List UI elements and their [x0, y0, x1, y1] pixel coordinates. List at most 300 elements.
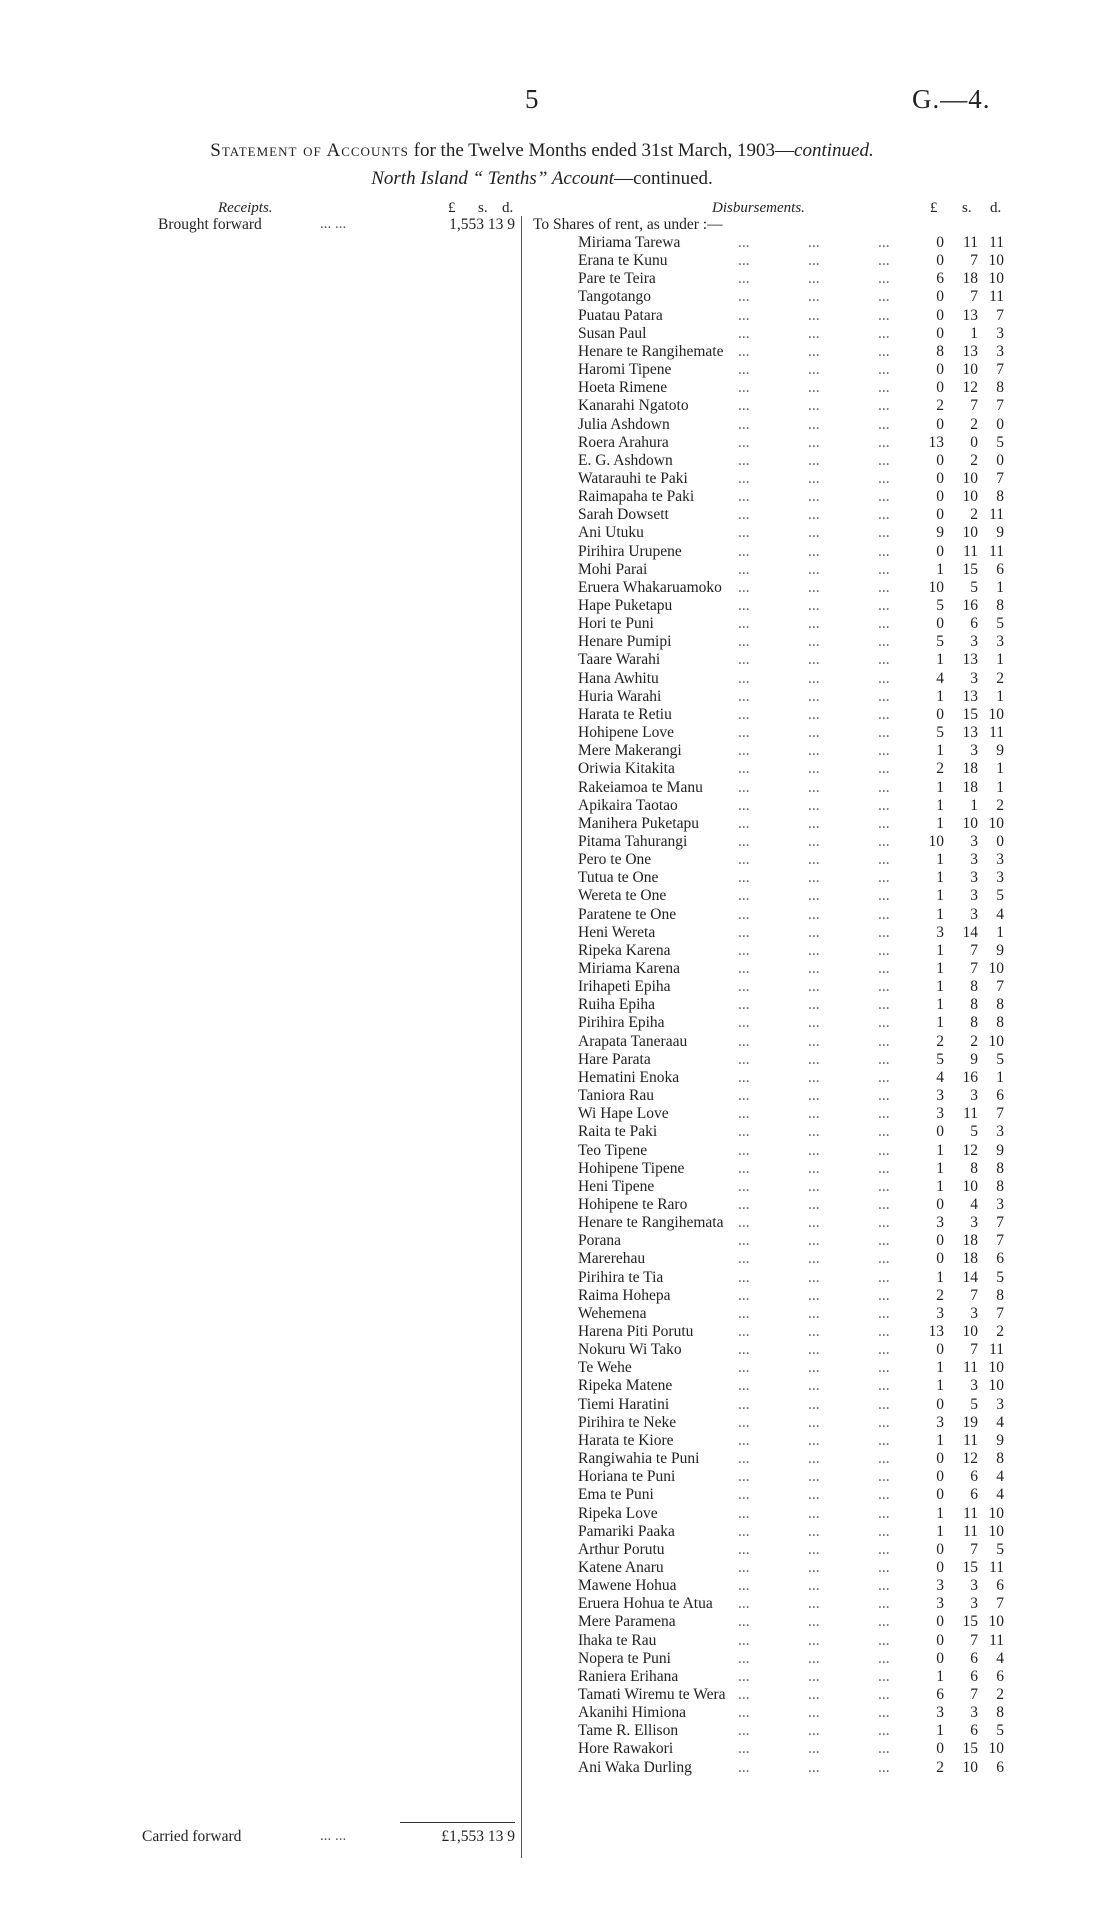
leader-dots: ... [808, 760, 820, 778]
leader-dots: ... [808, 1014, 820, 1032]
amount-pounds: 0 [936, 1250, 944, 1268]
payee-name: Henare te Rangihemate [578, 342, 724, 360]
disbursement-row [0, 869, 1114, 887]
payee-name: Hohipene te Raro [578, 1195, 688, 1213]
payee-name: Susan Paul [578, 324, 647, 342]
disbursement-row [0, 1523, 1114, 1541]
amount-pounds: 0 [936, 1450, 944, 1468]
payee-name: Raimapaha te Paki [578, 488, 695, 506]
leader-dots: ... [738, 1486, 750, 1504]
amount-pounds: 3 [936, 1214, 944, 1232]
amount-pounds: 1 [936, 996, 944, 1014]
leader-dots: ... [808, 1686, 820, 1703]
leader-dots: ... [808, 1359, 820, 1377]
amount-shillings: 14 [962, 1268, 978, 1286]
leader-dots: ... [808, 270, 820, 288]
leader-dots: ... [738, 506, 750, 524]
payee-name: Nokuru Wi Tako [578, 1341, 682, 1359]
disbursement-row [0, 452, 1114, 470]
leader-dots: ... [878, 306, 890, 324]
payee-name: Huria Warahi [578, 687, 662, 705]
leader-dots: ... [878, 1577, 890, 1595]
leader-dots: ... [738, 488, 750, 506]
payee-name: Pare te Teira [578, 270, 656, 288]
leader-dots: ... [878, 451, 890, 469]
amount-pence: 1 [996, 760, 1004, 778]
payee-name: Miriama Karena [578, 960, 680, 977]
leader-dots: ... [808, 578, 820, 596]
title-prefix: Statement of Accounts [210, 140, 409, 161]
leader-dots: ... [808, 1504, 820, 1522]
leader-dots: ... [738, 960, 750, 977]
payee-name: Tamati Wiremu te Wera [578, 1686, 726, 1703]
leader-dots: ... [738, 887, 750, 905]
amount-pence: 3 [996, 1195, 1004, 1213]
amount-pounds: 0 [936, 506, 944, 524]
leader-dots: ... [878, 234, 890, 251]
payee-name: Pirihira te Tia [578, 1268, 664, 1286]
amount-pence: 6 [996, 560, 1004, 578]
leader-dots: ... [808, 1740, 820, 1758]
amount-pounds: 2 [936, 397, 944, 415]
total-rule [400, 1822, 515, 1823]
leader-dots: ... [738, 234, 750, 251]
payee-name: Katene Anaru [578, 1558, 664, 1576]
leader-dots: ... [878, 542, 890, 560]
amount-pence: 0 [996, 451, 1004, 469]
disbursement-row [0, 742, 1114, 760]
amount-pounds: 1 [936, 1504, 944, 1522]
leader-dots: ... [808, 1177, 820, 1195]
leader-dots: ... [878, 705, 890, 723]
amount-pounds: 0 [936, 1740, 944, 1758]
amount-pence: 10 [988, 1740, 1004, 1758]
disbursement-row [0, 416, 1114, 434]
payee-name: Oriwia Kitakita [578, 760, 675, 778]
leader-dots: ... [878, 1177, 890, 1195]
disbursement-row [0, 1196, 1114, 1214]
disbursement-row [0, 670, 1114, 688]
amount-shillings: 7 [970, 397, 978, 415]
amount-pounds: 1 [936, 1159, 944, 1177]
payee-name: Henare Pumipi [578, 633, 672, 651]
amount-pounds: 1 [936, 560, 944, 578]
payee-name: Miriama Tarewa [578, 234, 681, 251]
leader-dots: ... [738, 1540, 750, 1558]
carried-forward-dots: ... ... [320, 1828, 347, 1844]
amount-shillings: 2 [970, 451, 978, 469]
disbursement-row [0, 397, 1114, 415]
page-subtitle [112, 168, 972, 190]
amount-pence: 11 [989, 1558, 1004, 1576]
leader-dots: ... [738, 705, 750, 723]
leader-dots: ... [878, 1522, 890, 1540]
leader-dots: ... [878, 469, 890, 487]
leader-dots: ... [808, 379, 820, 397]
amount-pounds: 0 [936, 288, 944, 306]
amount-pounds: 0 [936, 1341, 944, 1359]
leader-dots: ... [878, 379, 890, 397]
amount-pence: 7 [996, 1595, 1004, 1613]
leader-dots: ... [808, 415, 820, 433]
amount-pence: 4 [996, 905, 1004, 923]
leader-dots: ... [808, 1704, 820, 1722]
disbursements-penny-heading: d. [990, 200, 1002, 216]
leader-dots: ... [738, 1522, 750, 1540]
leader-dots: ... [808, 1722, 820, 1740]
amount-pounds: 4 [936, 1068, 944, 1086]
leader-dots: ... [738, 1468, 750, 1486]
leader-dots: ... [878, 1558, 890, 1576]
payee-name: Ripeka Karena [578, 941, 671, 959]
disbursement-row [0, 1305, 1114, 1323]
disbursement-row [0, 1740, 1114, 1758]
leader-dots: ... [808, 469, 820, 487]
leader-dots: ... [738, 288, 750, 306]
amount-shillings: 6 [970, 1667, 978, 1685]
payee-name: Harata te Retiu [578, 705, 672, 723]
amount-pounds: 5 [936, 597, 944, 614]
amount-pence: 1 [996, 923, 1004, 941]
leader-dots: ... [738, 1141, 750, 1159]
leader-dots: ... [878, 1105, 890, 1123]
leader-dots: ... [808, 978, 820, 996]
leader-dots: ... [738, 760, 750, 778]
disbursement-row [0, 1232, 1114, 1250]
amount-pence: 8 [996, 1014, 1004, 1032]
amount-pounds: 0 [936, 252, 944, 270]
amount-pounds: 5 [936, 1050, 944, 1068]
payee-name: Tangotango [578, 288, 651, 306]
leader-dots: ... [738, 1050, 750, 1068]
disbursements-shilling-heading: s. [962, 200, 972, 216]
leader-dots: ... [738, 379, 750, 397]
payee-name: Heni Wereta [578, 923, 656, 941]
leader-dots: ... [808, 705, 820, 723]
leader-dots: ... [738, 1177, 750, 1195]
disbursement-row [0, 524, 1114, 542]
amount-pence: 2 [996, 1686, 1004, 1703]
to-shares-label: To Shares of rent, as under :— [533, 216, 723, 233]
leader-dots: ... [878, 978, 890, 996]
disbursement-row [0, 234, 1114, 252]
leader-dots: ... [808, 1558, 820, 1576]
amount-pounds: 0 [936, 1558, 944, 1576]
leader-dots: ... [738, 832, 750, 850]
amount-pence: 11 [989, 1341, 1004, 1359]
leader-dots: ... [808, 324, 820, 342]
leader-dots: ... [738, 1032, 750, 1050]
amount-pounds: 1 [936, 869, 944, 887]
disbursement-row [0, 1541, 1114, 1559]
leader-dots: ... [808, 433, 820, 451]
amount-shillings: 7 [970, 960, 978, 977]
amount-pounds: 0 [936, 1468, 944, 1486]
amount-shillings: 1 [970, 796, 978, 814]
amount-shillings: 3 [970, 905, 978, 923]
payee-name: Mere Makerangi [578, 742, 682, 760]
payee-name: Mere Paramena [578, 1613, 676, 1631]
disbursement-row [0, 343, 1114, 361]
amount-shillings: 11 [963, 234, 978, 251]
amount-pounds: 3 [936, 1087, 944, 1105]
amount-pence: 9 [996, 1141, 1004, 1159]
amount-pounds: 3 [936, 1105, 944, 1123]
leader-dots: ... [738, 742, 750, 760]
amount-shillings: 5 [970, 578, 978, 596]
amount-shillings: 6 [970, 615, 978, 633]
leader-dots: ... [878, 1468, 890, 1486]
leader-dots: ... [808, 1649, 820, 1667]
leader-dots: ... [878, 832, 890, 850]
amount-shillings: 2 [970, 506, 978, 524]
leader-dots: ... [808, 342, 820, 360]
leader-dots: ... [738, 1504, 750, 1522]
leader-dots: ... [878, 252, 890, 270]
amount-pence: 7 [996, 397, 1004, 415]
leader-dots: ... [808, 1522, 820, 1540]
amount-shillings: 13 [962, 651, 978, 669]
amount-pence: 2 [996, 669, 1004, 687]
amount-shillings: 12 [962, 379, 978, 397]
amount-pence: 5 [996, 615, 1004, 633]
amount-shillings: 10 [962, 488, 978, 506]
amount-pence: 11 [989, 506, 1004, 524]
amount-pounds: 10 [928, 578, 944, 596]
amount-pence: 9 [996, 941, 1004, 959]
amount-pounds: 1 [936, 687, 944, 705]
disbursement-row [0, 996, 1114, 1014]
disbursement-row [0, 1160, 1114, 1178]
leader-dots: ... [878, 633, 890, 651]
leader-dots: ... [808, 796, 820, 814]
payee-name: Pitama Tahurangi [578, 832, 688, 850]
amount-shillings: 3 [970, 669, 978, 687]
disbursement-row [0, 706, 1114, 724]
payee-name: Hori te Puni [578, 615, 654, 633]
amount-pounds: 8 [936, 342, 944, 360]
disbursement-row [0, 252, 1114, 270]
payee-name: Ema te Puni [578, 1486, 654, 1504]
disbursement-row [0, 1650, 1114, 1668]
leader-dots: ... [738, 1105, 750, 1123]
disbursement-row [0, 1486, 1114, 1504]
leader-dots: ... [878, 1395, 890, 1413]
amount-shillings: 11 [963, 1105, 978, 1123]
amount-shillings: 12 [962, 1450, 978, 1468]
leader-dots: ... [878, 524, 890, 542]
disbursement-row [0, 1250, 1114, 1268]
leader-dots: ... [808, 996, 820, 1014]
amount-pence: 8 [996, 597, 1004, 614]
amount-pence: 3 [996, 1123, 1004, 1141]
leader-dots: ... [878, 578, 890, 596]
leader-dots: ... [738, 869, 750, 887]
leader-dots: ... [878, 1722, 890, 1740]
amount-shillings: 10 [962, 1758, 978, 1776]
leader-dots: ... [808, 832, 820, 850]
amount-shillings: 11 [963, 1522, 978, 1540]
disbursement-row [0, 1559, 1114, 1577]
leader-dots: ... [808, 1468, 820, 1486]
subtitle-account: Account [551, 168, 615, 189]
amount-pence: 5 [996, 1722, 1004, 1740]
amount-pence: 3 [996, 869, 1004, 887]
leader-dots: ... [738, 1649, 750, 1667]
payee-name: Henare te Rangihemata [578, 1214, 724, 1232]
amount-pounds: 9 [936, 524, 944, 542]
leader-dots: ... [738, 1268, 750, 1286]
leader-dots: ... [738, 1250, 750, 1268]
leader-dots: ... [878, 960, 890, 977]
payee-name: Mawene Hohua [578, 1577, 677, 1595]
carried-forward-label: Carried forward [142, 1828, 242, 1845]
amount-pence: 11 [989, 542, 1004, 560]
leader-dots: ... [808, 288, 820, 306]
disbursement-row [0, 724, 1114, 742]
disbursement-row [0, 1341, 1114, 1359]
leader-dots: ... [808, 542, 820, 560]
leader-dots: ... [878, 851, 890, 869]
payee-name: Raniera Erihana [578, 1667, 679, 1685]
leader-dots: ... [878, 923, 890, 941]
amount-pence: 8 [996, 379, 1004, 397]
leader-dots: ... [878, 488, 890, 506]
leader-dots: ... [808, 451, 820, 469]
disbursement-row [0, 1269, 1114, 1287]
leader-dots: ... [808, 1214, 820, 1232]
leader-dots: ... [878, 1377, 890, 1395]
amount-pence: 5 [996, 1268, 1004, 1286]
payee-name: Ruiha Epiha [578, 996, 656, 1014]
amount-pounds: 0 [936, 234, 944, 251]
amount-shillings: 11 [963, 542, 978, 560]
amount-pounds: 1 [936, 814, 944, 832]
payee-name: Porana [578, 1232, 622, 1250]
amount-shillings: 10 [962, 469, 978, 487]
payee-name: Rangiwahia te Puni [578, 1450, 700, 1468]
disbursement-row [0, 1632, 1114, 1650]
leader-dots: ... [808, 1232, 820, 1250]
leader-dots: ... [738, 1304, 750, 1322]
payee-name: Wi Hape Love [578, 1105, 669, 1123]
disbursement-row [0, 597, 1114, 615]
leader-dots: ... [738, 270, 750, 288]
leader-dots: ... [808, 1631, 820, 1649]
amount-pence: 5 [996, 1540, 1004, 1558]
amount-pounds: 0 [936, 451, 944, 469]
amount-shillings: 10 [962, 524, 978, 542]
amount-pence: 0 [996, 832, 1004, 850]
payee-name: Haromi Tipene [578, 361, 672, 379]
amount-pounds: 1 [936, 851, 944, 869]
amount-pence: 7 [996, 469, 1004, 487]
leader-dots: ... [878, 1195, 890, 1213]
amount-pence: 10 [988, 252, 1004, 270]
leader-dots: ... [738, 361, 750, 379]
leader-dots: ... [738, 1758, 750, 1776]
amount-shillings: 7 [970, 1341, 978, 1359]
leader-dots: ... [878, 361, 890, 379]
amount-shillings: 15 [962, 1558, 978, 1576]
amount-shillings: 3 [970, 1377, 978, 1395]
leader-dots: ... [878, 415, 890, 433]
disbursement-row [0, 288, 1114, 306]
leader-dots: ... [738, 1577, 750, 1595]
leader-dots: ... [808, 1431, 820, 1449]
amount-pounds: 6 [936, 270, 944, 288]
disbursement-row [0, 1505, 1114, 1523]
amount-shillings: 13 [962, 306, 978, 324]
amount-shillings: 18 [962, 1232, 978, 1250]
amount-shillings: 10 [962, 361, 978, 379]
leader-dots: ... [738, 1359, 750, 1377]
payee-name: Taniora Rau [578, 1087, 654, 1105]
leader-dots: ... [808, 1159, 820, 1177]
document-reference: G.—4. [912, 84, 991, 114]
amount-pence: 3 [996, 342, 1004, 360]
leader-dots: ... [878, 651, 890, 669]
amount-pence: 0 [996, 415, 1004, 433]
amount-pence: 7 [996, 1304, 1004, 1322]
payee-name: Mohi Parai [578, 560, 648, 578]
amount-pence: 8 [996, 1450, 1004, 1468]
amount-pence: 6 [996, 1758, 1004, 1776]
leader-dots: ... [878, 1014, 890, 1032]
disbursement-row [0, 579, 1114, 597]
amount-shillings: 3 [970, 1214, 978, 1232]
amount-pence: 3 [996, 1395, 1004, 1413]
amount-pounds: 0 [936, 542, 944, 560]
leader-dots: ... [738, 1286, 750, 1304]
payee-name: Eruera Hohua te Atua [578, 1595, 713, 1613]
amount-shillings: 10 [962, 1177, 978, 1195]
leader-dots: ... [808, 1123, 820, 1141]
disbursement-row [0, 1287, 1114, 1305]
disbursement-row [0, 543, 1114, 561]
amount-pounds: 3 [936, 1413, 944, 1431]
payee-name: Tiemi Haratini [578, 1395, 670, 1413]
amount-pounds: 1 [936, 1014, 944, 1032]
amount-shillings: 7 [970, 941, 978, 959]
amount-pence: 10 [988, 1359, 1004, 1377]
leader-dots: ... [808, 633, 820, 651]
leader-dots: ... [738, 1686, 750, 1703]
leader-dots: ... [738, 923, 750, 941]
leader-dots: ... [878, 996, 890, 1014]
amount-pence: 6 [996, 1087, 1004, 1105]
leader-dots: ... [808, 1540, 820, 1558]
payee-name: Pirihira Epiha [578, 1014, 665, 1032]
leader-dots: ... [878, 342, 890, 360]
leader-dots: ... [878, 760, 890, 778]
amount-shillings: 14 [962, 923, 978, 941]
disbursement-row [0, 1668, 1114, 1686]
leader-dots: ... [808, 724, 820, 742]
amount-pounds: 3 [936, 1304, 944, 1322]
amount-pounds: 0 [936, 415, 944, 433]
leader-dots: ... [878, 1686, 890, 1703]
amount-pence: 7 [996, 978, 1004, 996]
amount-shillings: 6 [970, 1649, 978, 1667]
disbursement-row [0, 779, 1114, 797]
payee-name: Harata te Kiore [578, 1431, 674, 1449]
leader-dots: ... [808, 560, 820, 578]
leader-dots: ... [878, 1613, 890, 1631]
amount-pounds: 3 [936, 1704, 944, 1722]
leader-dots: ... [808, 1286, 820, 1304]
leader-dots: ... [878, 560, 890, 578]
